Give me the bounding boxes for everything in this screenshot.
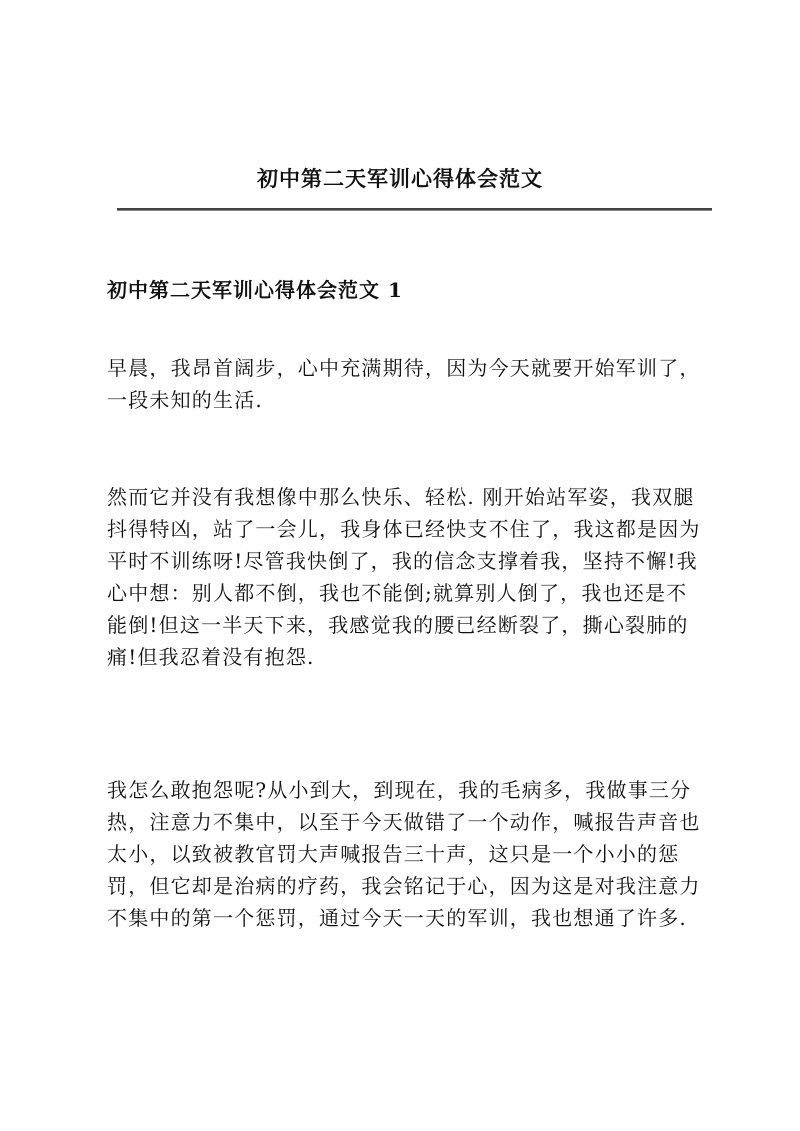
paragraph-line: 一段未知的生活. — [107, 388, 263, 412]
paragraph-line: 痛!但我忍着没有抱怨. — [107, 645, 315, 669]
paragraph-1 — [107, 352, 713, 416]
paragraph-line: 太小，以致被教官罚大声喊报告三十声，这只是一个小小的惩 — [107, 842, 680, 866]
paragraph-line: 罚，但它却是治病的疗药，我会铭记于心，因为这是对我注意力 — [107, 874, 701, 898]
section-heading: 初中第二天军训心得体会范文 1 — [107, 278, 403, 302]
paragraph-line: 平时不训练呀!尽管我快倒了，我的信念支撑着我，坚持不懈!我 — [107, 549, 698, 573]
paragraph-line: 能倒!但这一半天下来，我感觉我的腰已经断裂了，撕心裂肺的 — [107, 613, 689, 637]
paragraph-3 — [107, 774, 713, 934]
document-title: 初中第二天军训心得体会范文 — [257, 166, 543, 191]
paragraph-line: 心中想：别人都不倒，我也不能倒;就算别人倒了，我也还是不 — [107, 581, 688, 605]
paragraph-line: 早晨，我昂首阔步，心中充满期待，因为今天就要开始军训了， — [107, 356, 701, 380]
paragraph-line: 抖得特凶，站了一会儿，我身体已经快支不住了，我这都是因为 — [107, 517, 701, 541]
paragraph-line: 我怎么敢抱怨呢?从小到大，到现在，我的毛病多，我做事三分 — [107, 778, 692, 802]
paragraph-2 — [107, 481, 713, 673]
title-divider — [117, 208, 712, 211]
paragraph-line: 然而它并没有我想像中那么快乐、轻松. 刚开始站军姿，我双腿 — [107, 485, 695, 509]
paragraph-line: 热，注意力不集中，以至于今天做错了一个动作，喊报告声音也 — [107, 810, 701, 834]
paragraph-line: 不集中的第一个惩罚，通过今天一天的军训，我也想通了许多. — [107, 906, 687, 930]
